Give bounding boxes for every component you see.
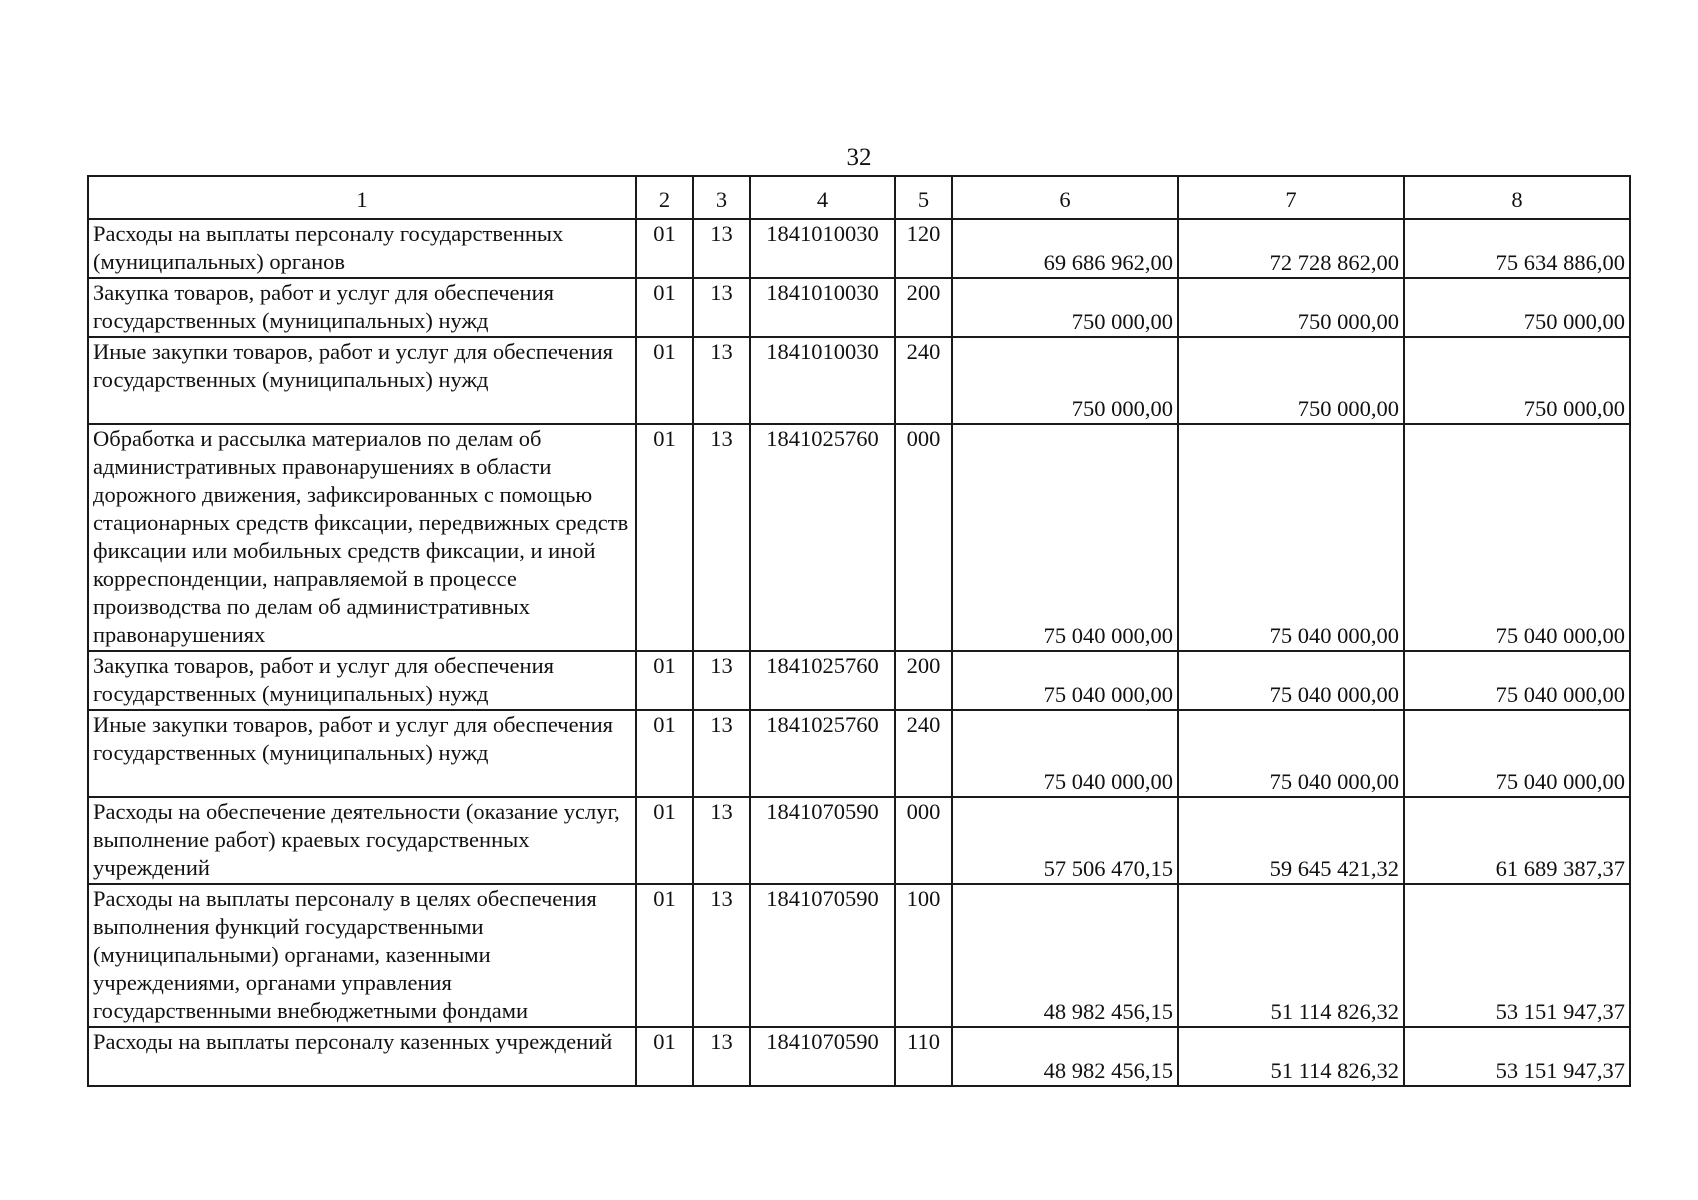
amount-col-7: 75 040 000,00 [1178,424,1404,651]
subsection-code: 13 [693,219,750,278]
subsection-code: 13 [693,651,750,710]
target-article-code: 1841025760 [750,424,895,651]
amount-col-7: 75 040 000,00 [1178,710,1404,797]
target-article-code: 1841070590 [750,1027,895,1086]
expense-type-code: 000 [895,424,952,651]
amount-col-8: 750 000,00 [1404,278,1630,337]
subsection-code: 13 [693,337,750,424]
amount-col-6: 75 040 000,00 [952,424,1178,651]
section-code: 01 [636,424,693,651]
target-article-code: 1841025760 [750,651,895,710]
amount-col-8: 750 000,00 [1404,337,1630,424]
amount-col-7: 59 645 421,32 [1178,797,1404,884]
target-article-code: 1841010030 [750,278,895,337]
section-code: 01 [636,884,693,1027]
table-header-row [88,176,1630,219]
amount-col-7: 75 040 000,00 [1178,651,1404,710]
amount-col-6: 750 000,00 [952,278,1178,337]
table-row [88,651,1630,710]
expense-type-code: 110 [895,1027,952,1086]
table-row [88,424,1630,651]
budget-table [87,175,1631,1087]
row-description: Расходы на выплаты персоналу в целях обеспечения выполнения функций государственными (муниципальными) органами, казенными учреждениями, органами управления государственными внебюджетными фондами [88,884,636,1027]
target-article-code: 1841025760 [750,710,895,797]
expense-type-code: 000 [895,797,952,884]
amount-col-7: 51 114 826,32 [1178,1027,1404,1086]
target-article-code: 1841010030 [750,337,895,424]
column-header: 8 [1404,176,1630,219]
target-article-code: 1841070590 [750,797,895,884]
subsection-code: 13 [693,1027,750,1086]
row-description: Закупка товаров, работ и услуг для обеспечения государственных (муниципальных) нужд [88,278,636,337]
table-row [88,797,1630,884]
target-article-code: 1841010030 [750,219,895,278]
amount-col-6: 75 040 000,00 [952,710,1178,797]
section-code: 01 [636,278,693,337]
amount-col-7: 72 728 862,00 [1178,219,1404,278]
row-description: Иные закупки товаров, работ и услуг для обеспечения государственных (муниципальных) нужд [88,710,636,797]
amount-col-8: 75 634 886,00 [1404,219,1630,278]
row-description: Расходы на выплаты персоналу государственных (муниципальных) органов [88,219,636,278]
table-row [88,710,1630,797]
subsection-code: 13 [693,424,750,651]
expense-type-code: 200 [895,651,952,710]
row-description: Расходы на обеспечение деятельности (оказание услуг, выполнение работ) краевых государственных учреждений [88,797,636,884]
amount-col-6: 750 000,00 [952,337,1178,424]
amount-col-6: 48 982 456,15 [952,884,1178,1027]
expense-type-code: 100 [895,884,952,1027]
page-number: 32 [846,144,872,171]
table-body [88,176,1630,1086]
amount-col-6: 48 982 456,15 [952,1027,1178,1086]
amount-col-7: 750 000,00 [1178,278,1404,337]
table-row [88,337,1630,424]
section-code: 01 [636,797,693,884]
amount-col-8: 53 151 947,37 [1404,1027,1630,1086]
subsection-code: 13 [693,278,750,337]
column-header: 4 [750,176,895,219]
section-code: 01 [636,1027,693,1086]
expense-type-code: 240 [895,337,952,424]
section-code: 01 [636,337,693,424]
column-header: 5 [895,176,952,219]
amount-col-8: 75 040 000,00 [1404,651,1630,710]
table-row [88,884,1630,1027]
expense-type-code: 120 [895,219,952,278]
column-header: 2 [636,176,693,219]
subsection-code: 13 [693,884,750,1027]
amount-col-8: 75 040 000,00 [1404,424,1630,651]
column-header: 7 [1178,176,1404,219]
amount-col-6: 75 040 000,00 [952,651,1178,710]
table-row [88,1027,1630,1086]
amount-col-8: 61 689 387,37 [1404,797,1630,884]
section-code: 01 [636,651,693,710]
section-code: 01 [636,710,693,797]
amount-col-8: 53 151 947,37 [1404,884,1630,1027]
amount-col-6: 69 686 962,00 [952,219,1178,278]
amount-col-8: 75 040 000,00 [1404,710,1630,797]
expense-type-code: 200 [895,278,952,337]
row-description: Иные закупки товаров, работ и услуг для обеспечения государственных (муниципальных) нужд [88,337,636,424]
table-row [88,219,1630,278]
row-description: Закупка товаров, работ и услуг для обеспечения государственных (муниципальных) нужд [88,651,636,710]
target-article-code: 1841070590 [750,884,895,1027]
amount-col-7: 51 114 826,32 [1178,884,1404,1027]
row-description: Обработка и рассылка материалов по делам об административных правонарушениях в области дорожного движения, зафиксированных с помощью стационарных средств фиксации, передвижных средств фиксации или мобильных средств фиксации, и иной корреспонденции, направляемой в процессе производства по делам об административных правонарушениях [88,424,636,651]
column-header: 3 [693,176,750,219]
amount-col-6: 57 506 470,15 [952,797,1178,884]
table-row [88,278,1630,337]
subsection-code: 13 [693,710,750,797]
amount-col-7: 750 000,00 [1178,337,1404,424]
column-header: 6 [952,176,1178,219]
column-header: 1 [88,176,636,219]
row-description: Расходы на выплаты персоналу казенных учреждений [88,1027,636,1086]
expense-type-code: 240 [895,710,952,797]
subsection-code: 13 [693,797,750,884]
section-code: 01 [636,219,693,278]
